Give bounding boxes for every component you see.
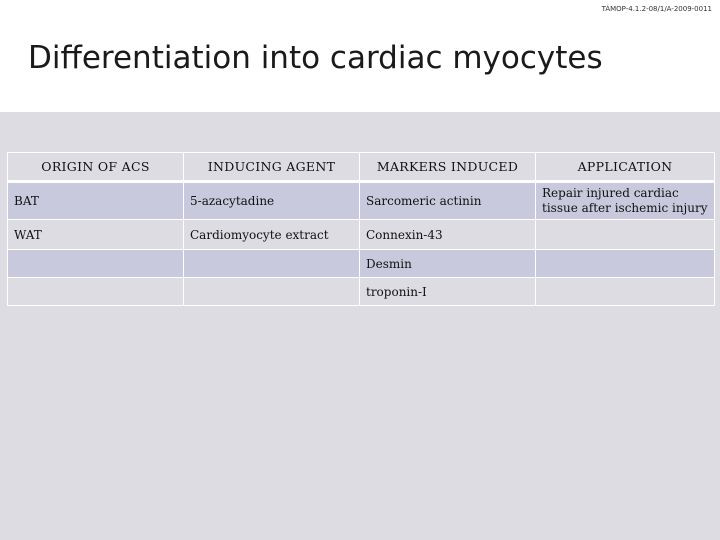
- table-cell-markers: Connexin-43: [360, 220, 536, 250]
- table-row: [8, 250, 715, 278]
- table-cell-application: Repair injured cardiac tissue after ischemic injury: [536, 182, 715, 220]
- table-cell-origin: BAT: [8, 182, 184, 220]
- table-cell-application: [536, 278, 715, 306]
- table-cell-inducing-agent: 5-azacytadine: [184, 182, 360, 220]
- column-header-inducing-agent: INDUCING AGENT: [184, 153, 360, 182]
- table-cell-origin: WAT: [8, 220, 184, 250]
- column-header-application: APPLICATION: [536, 153, 715, 182]
- column-header-markers-induced: MARKERS INDUCED: [360, 153, 536, 182]
- project-code: TÁMOP-4.1.2-08/1/A-2009-0011: [601, 5, 712, 13]
- column-header-origin: ORIGIN OF ACS: [8, 153, 184, 182]
- table-cell-origin: [8, 250, 184, 278]
- table-cell-inducing-agent: [184, 278, 360, 306]
- slide-title: Differentiation into cardiac myocytes: [28, 40, 603, 76]
- table-row: [8, 182, 715, 220]
- table-row: [8, 278, 715, 306]
- table-cell-markers: Sarcomeric actinin: [360, 182, 536, 220]
- table-header-row: [8, 153, 715, 182]
- table-cell-application: [536, 220, 715, 250]
- table-cell-inducing-agent: [184, 250, 360, 278]
- slide-header: [0, 0, 720, 112]
- table-cell-markers: troponin-I: [360, 278, 536, 306]
- table-row: [8, 220, 715, 250]
- table-cell-markers: Desmin: [360, 250, 536, 278]
- table-cell-origin: [8, 278, 184, 306]
- table-cell-application: [536, 250, 715, 278]
- differentiation-table: [7, 152, 715, 306]
- table-cell-inducing-agent: Cardiomyocyte extract: [184, 220, 360, 250]
